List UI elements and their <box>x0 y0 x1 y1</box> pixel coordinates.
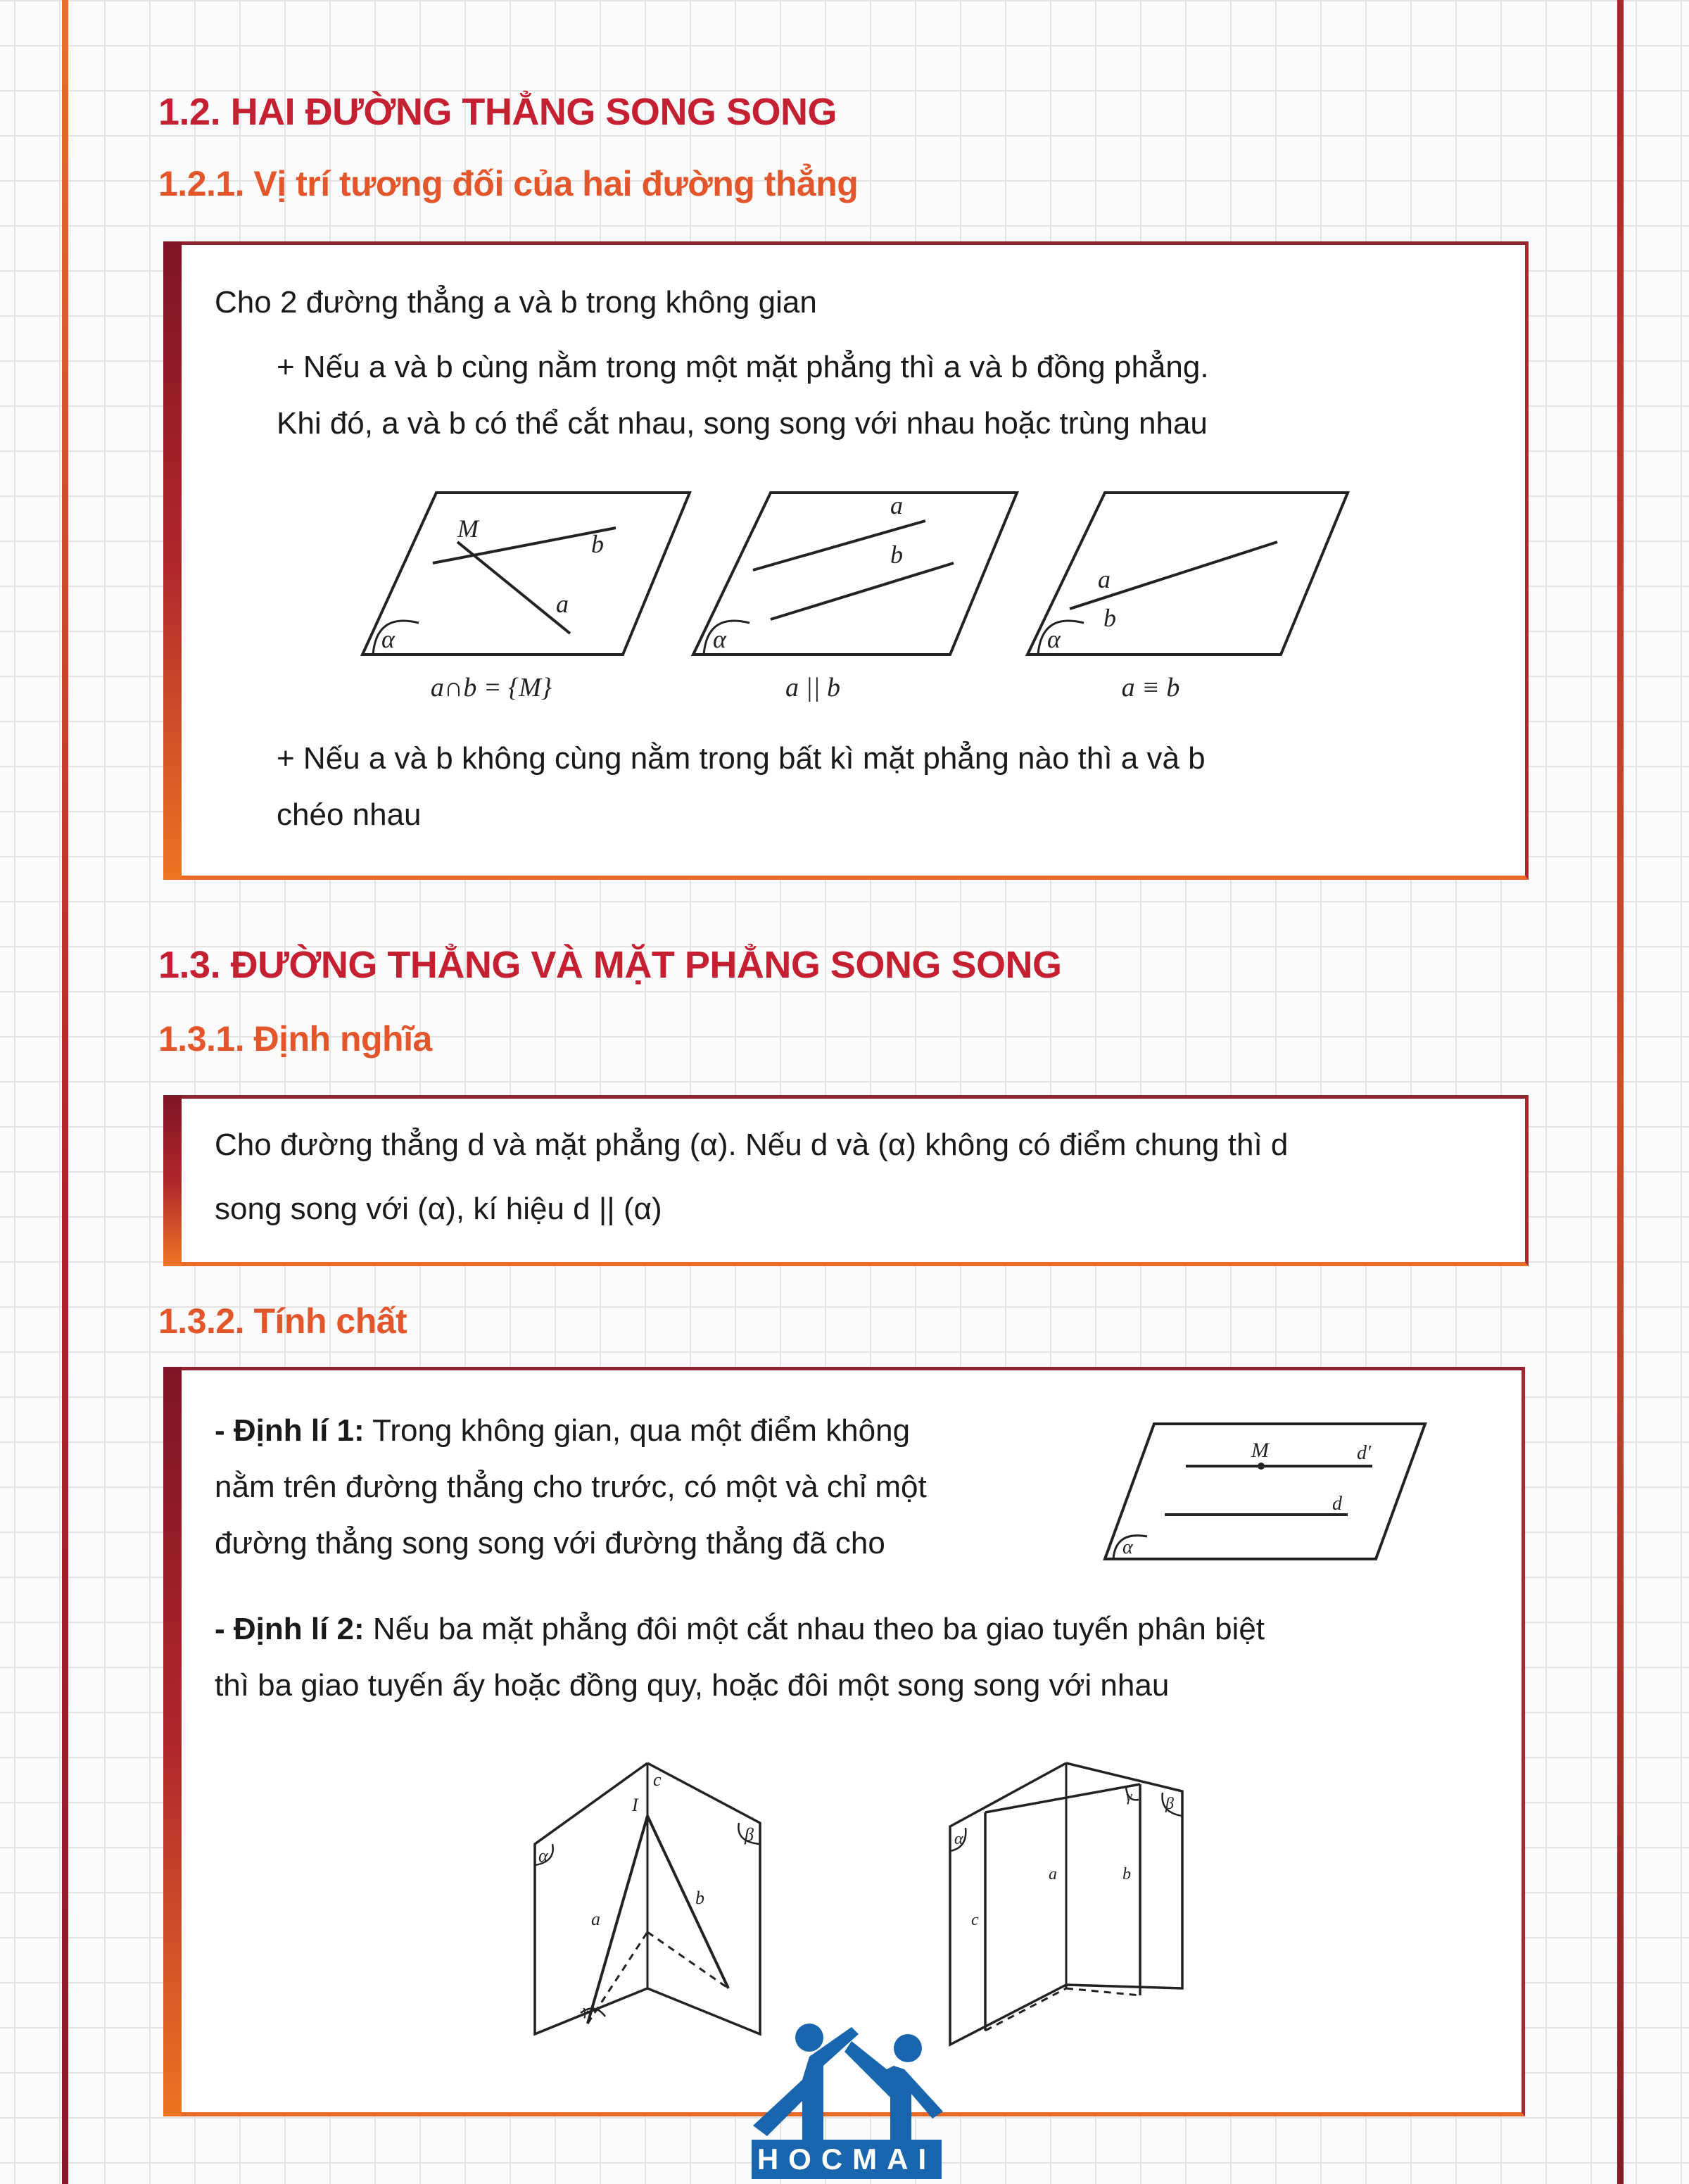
theorem-1-line-1: - Định lí 1: Trong không gian, qua một điểm không <box>215 1413 911 1448</box>
theorem-1-line-2: nằm trên đường thẳng cho trước, có một và chỉ một <box>215 1470 927 1504</box>
hidden-edge <box>985 1988 1066 2031</box>
figure-parallel-planes <box>936 1756 1203 2052</box>
line-a <box>457 542 570 633</box>
beta-label: β <box>745 1824 754 1845</box>
b-label: b <box>1103 604 1116 632</box>
gamma-label: γ <box>1126 1787 1132 1805</box>
hocmai-logo-text: HOCMAI <box>752 2140 942 2179</box>
plane-gamma-edge <box>985 1784 1140 1812</box>
figure-intersecting-lines <box>352 479 704 669</box>
left-border-line <box>62 0 68 2184</box>
section-1-3-title: 1.3. ĐƯỜNG THẲNG VÀ MẶT PHẲNG SONG SONG <box>158 944 1062 986</box>
plane-parallelogram <box>693 493 1017 655</box>
gamma-label: γ <box>583 2001 589 2019</box>
definition-line-1: Cho đường thẳng d và mặt phẳng (α). Nếu d và (α) không có điểm chung thì d <box>215 1128 1289 1162</box>
c-label: c <box>971 1911 979 1929</box>
right-border-line <box>1617 0 1624 2184</box>
line-b <box>771 563 954 619</box>
plane-label: α <box>713 625 726 653</box>
theorem-2-line-2: thì ba giao tuyến ấy hoặc đồng quy, hoặc đôi một song song với nhau <box>215 1668 1170 1703</box>
angle-arc <box>704 621 749 655</box>
angle-arc <box>373 621 419 655</box>
section-1-3-2-title: 1.3.2. Tính chất <box>158 1301 407 1341</box>
figure-theorem-1 <box>1098 1411 1436 1573</box>
angle-arc <box>1038 621 1084 655</box>
point-M-label: M <box>457 515 479 543</box>
b-label: b <box>695 1888 704 1908</box>
alpha-label: α <box>954 1830 963 1848</box>
box-line-4: + Nếu a và b không cùng nằm trong bất kì mặt phẳng nào thì a và b <box>277 741 1206 776</box>
definition-box <box>163 1095 1529 1266</box>
plane-parallelogram <box>1027 493 1348 655</box>
caption-parallel: a || b <box>785 673 840 702</box>
box-line-2: + Nếu a và b cùng nằm trong một mặt phẳng thì a và b đồng phẳng. <box>277 350 1209 384</box>
b-label: b <box>890 541 903 569</box>
section-1-2-1-title: 1.2.1. Vị trí tương đối của hai đường thẳng <box>158 164 859 203</box>
beta-label: β <box>1165 1795 1174 1813</box>
hidden-edge-2 <box>1066 1988 1140 1995</box>
theorem-2-line-1: - Định lí 2: Nếu ba mặt phẳng đôi một cắt nhau theo ba giao tuyến phân biệt <box>215 1612 1265 1646</box>
I-label: I <box>632 1795 638 1815</box>
figure-concurrent-planes <box>521 1756 774 2038</box>
caption-coincident: a ≡ b <box>1121 673 1180 702</box>
plane-parallelogram <box>362 493 690 655</box>
a-label: a <box>591 1909 600 1929</box>
plane-label: α <box>1122 1536 1133 1558</box>
a-label: a <box>1049 1865 1057 1883</box>
definition-line-2: song song với (α), kí hiệu d || (α) <box>215 1192 662 1226</box>
c-label: c <box>653 1769 662 1790</box>
plane-label: α <box>381 625 395 653</box>
alpha-label: α <box>538 1845 548 1866</box>
theorem-1-line-3: đường thẳng song song với đường thẳng đã cho <box>215 1526 885 1560</box>
caption-intersect: a∩b = {M} <box>430 673 552 702</box>
figure-coincident-lines <box>1020 479 1358 669</box>
d-prime-label: d' <box>1357 1442 1371 1464</box>
d-label: d <box>1332 1493 1342 1515</box>
theorem-1-label: - Định lí 1: <box>215 1413 365 1448</box>
box-line-1: Cho 2 đường thẳng a và b trong không gian <box>215 285 817 320</box>
a-label: a <box>1098 565 1111 593</box>
section-1-2-title: 1.2. HAI ĐƯỜNG THẲNG SONG SONG <box>158 91 837 133</box>
a-label: a <box>890 491 903 519</box>
figure-parallel-lines <box>686 479 1038 669</box>
point-M <box>1258 1463 1265 1470</box>
theorem-2-label: - Định lí 2: <box>215 1612 365 1646</box>
plane-label: α <box>1047 625 1061 653</box>
section-1-3-1-title: 1.3.1. Định nghĩa <box>158 1019 432 1059</box>
box-line-5: chéo nhau <box>277 797 422 832</box>
line-b <box>647 1816 728 1988</box>
box-line-3: Khi đó, a và b có thể cắt nhau, song song với nhau hoặc trùng nhau <box>277 406 1208 441</box>
b-label: b <box>591 530 604 558</box>
a-label: a <box>556 590 569 618</box>
b-label: b <box>1122 1865 1131 1883</box>
M-label: M <box>1251 1439 1269 1462</box>
